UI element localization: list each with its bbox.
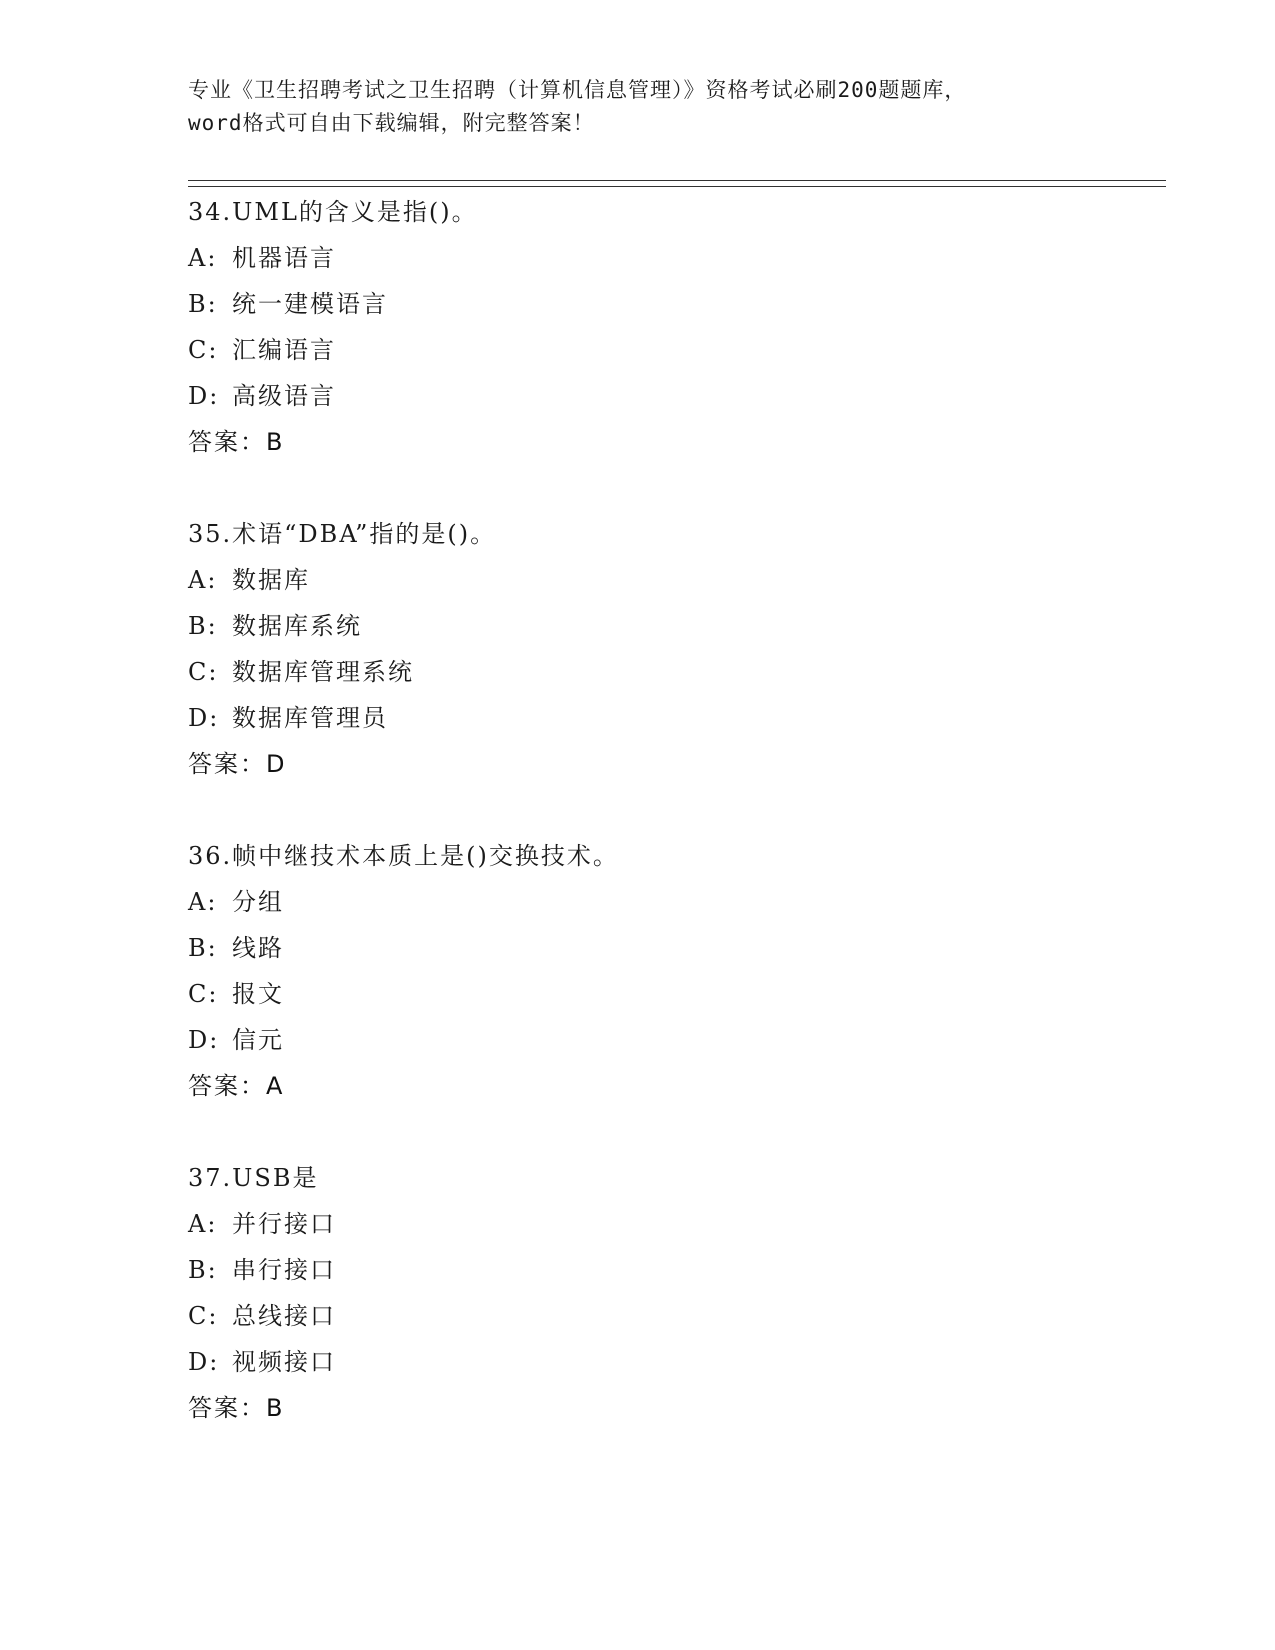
- option-letter: B:: [188, 290, 218, 318]
- option-letter: B:: [188, 612, 218, 640]
- answer-line: 答案：A: [188, 1072, 285, 1100]
- option-letter: B:: [188, 1256, 218, 1284]
- option-text: 串行接口: [232, 1256, 336, 1284]
- option-letter: C:: [188, 658, 219, 686]
- option-d: [188, 373, 1158, 419]
- option-letter: A:: [188, 244, 218, 272]
- question-stem: 34.UML的含义是指()。: [188, 198, 478, 226]
- answer-line: 答案：B: [188, 1394, 285, 1422]
- option-text: 并行接口: [232, 1210, 336, 1238]
- question-37: [188, 1155, 1158, 1431]
- option-text: 分组: [232, 888, 284, 916]
- option-text: 统一建模语言: [232, 290, 388, 318]
- option-letter: B:: [188, 934, 218, 962]
- option-c: [188, 327, 1158, 373]
- option-b: [188, 603, 1158, 649]
- option-letter: D:: [188, 1026, 220, 1054]
- option-text: 数据库管理员: [232, 704, 388, 732]
- option-b: [188, 281, 1158, 327]
- header-title-line-1: 专业《卫生招聘考试之卫生招聘（计算机信息管理）》资格考试必刷200题题库，: [188, 78, 967, 102]
- answer-line: 答案：D: [188, 750, 287, 778]
- option-letter: C:: [188, 980, 219, 1008]
- option-text: 高级语言: [232, 382, 336, 410]
- option-letter: A:: [188, 566, 218, 594]
- option-a: [188, 235, 1158, 281]
- option-letter: A:: [188, 1210, 218, 1238]
- option-c: [188, 649, 1158, 695]
- option-letter: C:: [188, 336, 219, 364]
- option-text: 数据库系统: [232, 612, 362, 640]
- option-c: [188, 1293, 1158, 1339]
- option-text: 视频接口: [232, 1348, 336, 1376]
- header-divider: [188, 180, 1166, 187]
- header-title-line-2: word格式可自由下载编辑，附完整答案！: [188, 111, 595, 135]
- option-letter: D:: [188, 382, 220, 410]
- option-d: [188, 1339, 1158, 1385]
- question-34: [188, 189, 1158, 465]
- option-a: [188, 1201, 1158, 1247]
- question-stem: 35.术语“DBA”指的是()。: [188, 520, 497, 548]
- option-text: 机器语言: [232, 244, 336, 272]
- answer-line: 答案：B: [188, 428, 285, 456]
- option-b: [188, 1247, 1158, 1293]
- option-text: 信元: [232, 1026, 284, 1054]
- question-stem: 36.帧中继技术本质上是()交换技术。: [188, 842, 619, 870]
- option-a: [188, 557, 1158, 603]
- question-35: [188, 511, 1158, 787]
- option-text: 报文: [232, 980, 284, 1008]
- option-letter: C:: [188, 1302, 219, 1330]
- question-stem: 37.USB是: [188, 1164, 319, 1192]
- option-letter: A:: [188, 888, 218, 916]
- question-36: [188, 833, 1158, 1109]
- option-text: 数据库: [232, 566, 310, 594]
- option-d: [188, 1017, 1158, 1063]
- option-text: 汇编语言: [232, 336, 336, 364]
- option-d: [188, 695, 1158, 741]
- option-text: 总线接口: [232, 1302, 336, 1330]
- option-a: [188, 879, 1158, 925]
- option-c: [188, 971, 1158, 1017]
- option-letter: D:: [188, 704, 220, 732]
- option-text: 线路: [232, 934, 284, 962]
- option-b: [188, 925, 1158, 971]
- option-text: 数据库管理系统: [232, 658, 414, 686]
- document-header: [188, 74, 1088, 140]
- option-letter: D:: [188, 1348, 220, 1376]
- question-list: [188, 189, 1158, 1477]
